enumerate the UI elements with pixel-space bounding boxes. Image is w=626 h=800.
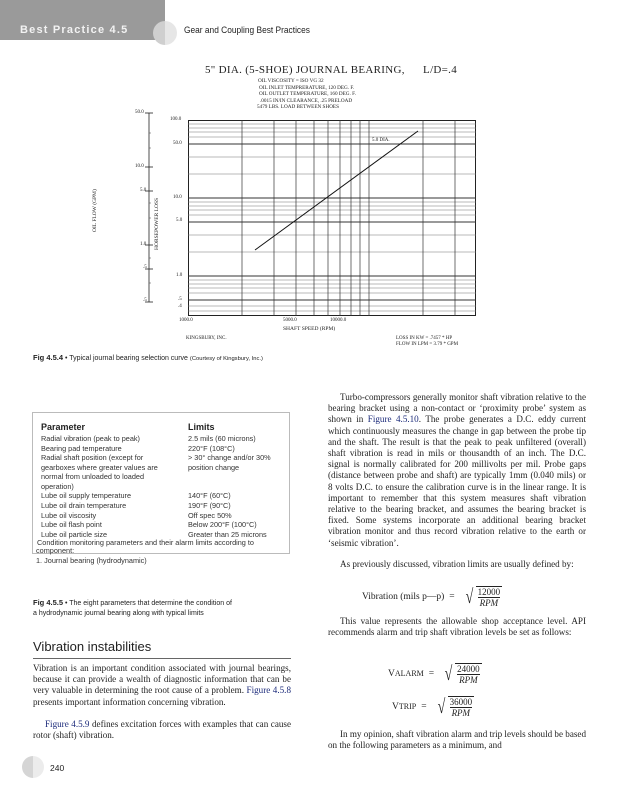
formula-lhs: Vibration (mils p—p) [362,592,445,602]
chart-credit: KINGSBURY, INC. [186,336,227,341]
chart-condition: 5479 LBS. LOAD BETWEEN SHOES [257,104,339,110]
formula-denominator: RPM [459,675,478,685]
chart-condition: OIL OUTLET TEMPERATURE, 160 DEG. F. [259,91,356,97]
page-number-ornament [22,756,44,778]
table-cell-limit: Greater than 25 microns [188,529,267,539]
x-tick: 10000.0 [330,318,347,323]
chart-condition: .0015 IN/IN CLEARANCE, .25 PRELOAD [260,97,353,104]
table-cell-parameter: Lube oil supply temperature [41,491,132,500]
formula-fraction [448,696,475,718]
figure-link[interactable]: Figure 4.5.10 [367,414,419,425]
formula-numerator: 24000 [457,664,480,674]
header-limits: Limits [188,422,215,432]
body-paragraph [328,392,586,549]
table-cell-limit: Off spec 50% [188,510,232,520]
oil-flow-tick: 5.0 [140,188,147,193]
header-circle-ornament [153,21,177,45]
hp-loss-axis-label: HORSEPOWER LOSS [154,197,160,250]
chart-plot-area [188,120,476,316]
hp-tick: 1.0 [176,273,183,278]
table-cell-parameter: Lube oil particle size [41,529,108,539]
table-cell-limit: 220°F (108°C) [188,443,235,453]
table-cell-limit: 2.5 mils (60 microns) [188,434,256,443]
table-cell-limit: Below 200°F (100°C) [188,520,257,529]
parameters-table [32,412,290,554]
table-cell-parameter: Lube oil viscosity [41,510,97,520]
hp-tick: 5.0 [176,218,183,223]
chart-condition: OIL INLET TEMPRERATURE, 120 DEG. F. [259,84,355,91]
paragraph-text: defines excitation forces with examples that can cause rotor (shaft) vibration. [33,719,291,741]
paragraph-text: . The probe generates a D.C. eddy current which continuously measures the change in gap between the probe tip and the shaft. The result is that the peak to peak unfiltered (overall) shaft vibration is read in mils or thousandth of an inch. The D.C. signal is normally calibrated for 200 millivolts per mil. Probe gaps (distance between probe and shaft) are typically 1mm (0.040 mils) or 8 volts D.C. to ensure the calibration curve is in the linear range. It is important to remember that this system measures shaft vibration relative to the bearing bracket, and assumes the bearing bracket is fixed. Some systems incorporate an additional bearing bracket vibration monitor and thus record vibration relative to the earth or ‘seismic vibration’. [328,414,586,548]
formula-equals: = [421,702,427,712]
body-paragraph [33,663,291,708]
conversion-lpm: FLOW IN LPM = 3.79 * GPM [396,342,459,347]
caption-text: a hydrodynamic journal bearing along with typical limits [33,609,204,617]
hp-tick: .4 [178,304,182,309]
caption-bullet: • [64,355,68,362]
x-tick: 5000.0 [283,318,297,323]
paragraph-text: Vibration is an important condition associated with journal bearings, because it can provide a wealth of diagnostic information that can be very valuable in determining the root cause of a problem. [33,663,291,696]
table-cell-parameter: Radial shaft position (except for [41,453,144,462]
chart-condition: OIL VISCOSITY = ISO VG 32 [258,78,324,84]
formula-alarm [388,663,482,685]
table-cell-limit: 190°F (90°C) [188,501,231,510]
oil-flow-tick: 10.0 [135,164,144,169]
oil-flow-tick: .5 [143,265,147,270]
formula-denominator: RPM [451,708,471,718]
body-paragraph: This value represents the allowable shop acceptance level. API recommends alarm and trip shaft vibration levels be set as follows: [328,616,586,638]
table-cell-limit: 140°F (60°C) [188,491,231,500]
caption-text: The eight parameters that determine the condition of [69,600,232,607]
hp-tick: 100.0 [170,117,182,122]
formula-fraction [455,663,482,685]
formula-denominator: RPM [479,598,499,608]
hp-tick: 50.0 [173,141,182,146]
figure-link[interactable]: Figure 4.5.8 [246,685,291,696]
formula-lhs: VALARM [388,669,424,679]
table-cell-limit: position change [188,462,240,472]
header-parameter: Parameter [41,422,86,432]
paragraph-text: Turbo-compressors generally monitor shaft vibration relative to the bearing bracket using a non-contact or ‘proximity probe’ system as shown in [328,392,586,425]
table-cell-parameter: Bearing pad temperature [41,443,122,453]
table-cell-limit: > 30° change and/or 30% [188,453,271,462]
figure-caption-455 [33,598,303,618]
table-footer: Condition monitoring parameters and their alarm limits according to [37,538,254,547]
formula-numerator: 12000 [477,587,501,597]
body-paragraph [33,719,291,741]
paragraph-text: presents important information concerning vibration. [33,696,226,707]
conversion-kw: LOSS IN KW = .7457 * HP [396,336,453,341]
formula-trip [392,696,474,718]
section-label: Best Practice 4.5 [20,24,129,36]
formula-vibration [362,586,502,608]
table-footer: 1. Journal bearing (hydrodynamic) [36,556,147,565]
sqrt-icon: √ [465,586,473,608]
chart-title: 5" DIA. (5-SHOE) JOURNAL BEARING, L/D=.4 [205,64,458,76]
oil-flow-tick: 50.0 [135,110,144,115]
formula-equals: = [449,592,455,602]
oil-flow-tick: 1.0 [140,242,147,247]
table-cell-parameter: normal from unloaded to loaded [41,472,145,481]
section-rule [33,658,291,659]
body-paragraph: As previously discussed, vibration limits are usually defined by: [340,559,574,569]
page-number: 240 [50,763,65,773]
section-heading: Vibration instabilities [33,639,152,654]
figure-caption-454 [33,353,263,362]
table-cell-parameter: Lube oil drain temperature [41,501,127,510]
caption-bullet: • [64,600,68,607]
caption-number: Fig 4.5.5 [33,598,64,607]
body-paragraph: In my opinion, shaft vibration alarm and trip levels should be based on the following parameters as a minimum, and [328,729,586,751]
table-cell-parameter: Lube oil flash point [41,520,102,529]
x-tick: 1000.0 [179,318,193,323]
formula-fraction [476,586,503,608]
caption-credit: (Courtesy of Kingsbury, Inc.) [189,356,263,362]
curve-label: 5.0 DIA. [372,138,390,143]
caption-text: Typical journal bearing selection curve [69,355,188,362]
hp-tick: 10.0 [173,195,182,200]
formula-numerator: 36000 [449,697,473,707]
running-title: Gear and Coupling Best Practices [184,25,310,36]
table-cell-parameter: gearboxes where greater values are [41,462,158,472]
sqrt-icon: √ [437,696,445,718]
figure-link[interactable]: Figure 4.5.9 [45,719,90,729]
formula-equals: = [428,669,435,679]
oil-flow-tick: .5 [143,298,147,303]
sqrt-icon: √ [444,663,453,685]
table-cell-parameter: Radial vibration (peak to peak) [41,434,140,443]
hp-tick: .5 [178,297,182,302]
x-axis-label: SHAFT SPEED (RPM) [283,326,336,332]
table-footer: component: [36,546,75,555]
caption-number: Fig 4.5.4 [33,353,64,362]
table-cell-parameter: operation) [41,481,74,491]
oil-flow-axis-label: OIL FLOW (GPM) [92,189,98,232]
formula-lhs: VTRIP [392,702,417,712]
